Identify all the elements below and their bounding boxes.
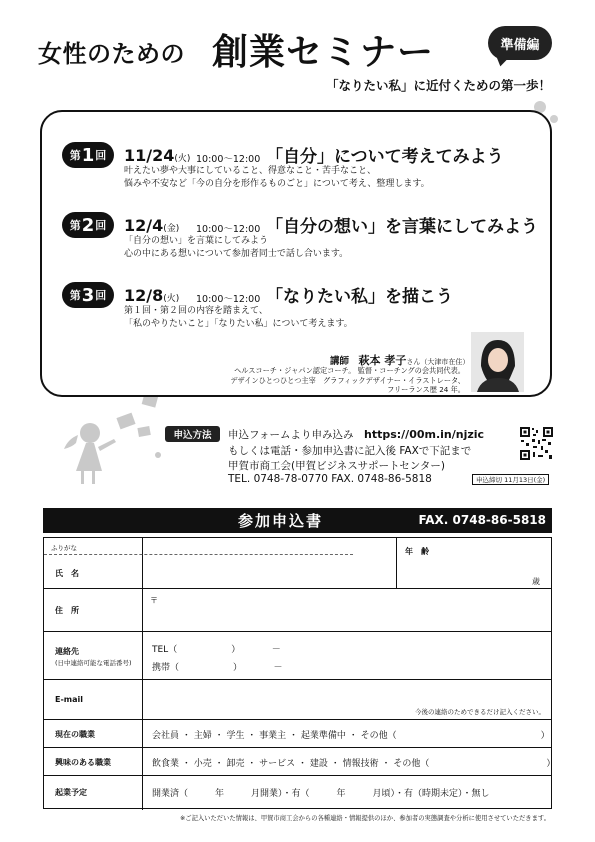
lecturer-affiliation: （大津市在住） (420, 358, 470, 366)
session-number: 1 (81, 144, 95, 166)
session-weekday: (金) (163, 224, 180, 234)
session-date (124, 286, 179, 305)
address-label: 住 所 (55, 606, 79, 615)
session-badge (62, 142, 114, 168)
lecturer-photo (471, 332, 524, 392)
current-job-options[interactable]: 会社員 ・ 主婦 ・ 学生 ・ 事業主 ・ 起業準備中 ・ その他（ ） (152, 731, 550, 741)
form-divider (44, 554, 353, 555)
email-label: E-mail (55, 695, 84, 704)
interest-options[interactable]: 飲食業 ・ 小売 ・ 卸売 ・ サービス ・ 建設 ・ 情報技術 ・ その他（ ） (152, 759, 556, 769)
startup-plan-label: 起業予定 (55, 788, 87, 797)
subtitle: 「なりたい私」に近付くための第一歩！ (325, 78, 551, 93)
main-title: 創業セミナー (212, 32, 435, 73)
deadline-note: 申込締切 11月13日(金) (472, 474, 549, 485)
contact-note: (日中連絡可能な電話番号) (55, 659, 132, 667)
form-divider (44, 588, 551, 589)
apply-url-link[interactable]: https://00m.in/njzic (363, 428, 485, 441)
session-badge-suffix: 回 (95, 149, 107, 162)
privacy-footnote: ※ご記入いただいた情報は、甲賀市商工会からの各種連絡・情報提供のほか、参加者の実態調査や分析に使用させていただきます。 (180, 815, 550, 822)
session-description-line: 「自分の想い」を言葉にしてみよう (124, 236, 269, 246)
lecturer-bio-line: デザインひとつひとつ主宰 グラフィックデザイナー・イラストレータ、 (230, 375, 465, 385)
age-label: 年 齢 (405, 547, 429, 556)
session-weekday: (火) (174, 154, 191, 164)
form-divider (142, 538, 143, 810)
session-badge-prefix: 第 (69, 149, 81, 162)
application-form-header (43, 508, 552, 533)
session-description-line: 悩みや不安など「今の自分を形作るものごと」について考え、整理します。 (124, 179, 430, 189)
form-divider (44, 747, 551, 748)
session-badge (62, 282, 114, 308)
apply-contact-line: TEL. 0748-78-0770 FAX. 0748-86-5818 (228, 473, 432, 485)
application-form-title: 参加申込書 (238, 512, 324, 530)
session-date (124, 146, 190, 165)
form-divider (44, 679, 551, 680)
session-badge-prefix: 第 (69, 289, 81, 302)
lecturer-bio-line: ヘルスコーチ・ジャパン認定コーチ。 監督・コーチングの会共同代表。 (234, 366, 465, 375)
apply-line: 甲賀市商工会(甲賀ビジネスサポートセンター) (228, 460, 445, 472)
session-title: 「なりたい私」を描こう (266, 287, 453, 307)
form-divider (44, 719, 551, 720)
session-description-line: 「私のやりたいこと」「なりたい私」について考えます。 (124, 319, 353, 329)
session-title: 「自分の想い」を言葉にしてみよう (266, 217, 538, 237)
session-badge-suffix: 回 (95, 289, 107, 302)
name-label: 氏 名 (55, 569, 79, 578)
session-title: 「自分」について考えてみよう (266, 147, 504, 167)
fax-number: FAX. 0748-86-5818 (418, 513, 546, 527)
contact-label: 連絡先 (55, 647, 79, 656)
edition-badge (488, 26, 552, 60)
session-weekday: (火) (163, 294, 180, 304)
application-form (43, 537, 556, 809)
session-date-value: 12/4 (124, 216, 164, 235)
session-description-line: 心の中にある想いについて参加者同士で話し合います。 (124, 249, 349, 259)
apply-method-label (165, 426, 220, 442)
postal-mark: 〒 (150, 596, 158, 605)
session-time: 10:00～12:00 (196, 294, 261, 305)
session-description-line: 第１回・第２回の内容を踏まえて、 (124, 306, 268, 316)
qr-code-icon[interactable] (519, 426, 554, 461)
lecturer-bio (230, 366, 465, 395)
furigana-label: ふりがな (51, 544, 77, 552)
lecturer-bio-line: フリーランス歴 24 年。 (387, 385, 465, 394)
current-job-label: 現在の職業 (55, 730, 95, 739)
session-time: 10:00～12:00 (196, 154, 261, 165)
session-badge-suffix: 回 (95, 219, 107, 232)
apply-form-text: 申込フォームより申み込み (228, 429, 354, 441)
apply-line: もしくは電話・参加申込書に記入後 FAXで下記まで (228, 445, 472, 457)
session-badge (62, 212, 114, 238)
session-description-line: 叶えたい夢や大事にしていること、得意なこと・苦手なこと、 (124, 166, 377, 176)
form-divider (44, 631, 551, 632)
tel-field[interactable]: TEL（ ） － (152, 645, 281, 655)
session-badge-prefix: 第 (69, 219, 81, 232)
session-date-value: 11/24 (124, 146, 175, 165)
form-divider (396, 538, 397, 588)
lecturer-name: 萩本 孝子 (358, 354, 407, 367)
mobile-field[interactable]: 携帯（ ） － (152, 663, 283, 673)
session-number: 2 (81, 214, 95, 236)
edition-badge-label: 準備編 (500, 37, 540, 53)
email-note: 今後の連絡のためできるだけ記入ください。 (415, 708, 545, 716)
age-unit: 歳 (532, 577, 540, 586)
form-divider (44, 775, 551, 776)
interest-label: 興味のある職業 (55, 758, 111, 767)
session-date-value: 12/8 (124, 286, 164, 305)
lecturer-honorific: さん (406, 358, 421, 366)
session-number: 3 (81, 284, 95, 306)
session-time: 10:00～12:00 (196, 224, 261, 235)
lecturer-role: 講師 (330, 356, 350, 367)
startup-plan-options[interactable]: 開業済（ 年 月開業）・有（ 年 月頃）・有（時期未定）・無し (152, 789, 490, 799)
title-prefix: 女性のための (38, 40, 185, 68)
apply-line-form (228, 427, 484, 442)
apply-method-label-text: 申込方法 (173, 430, 212, 441)
session-date (124, 216, 179, 235)
